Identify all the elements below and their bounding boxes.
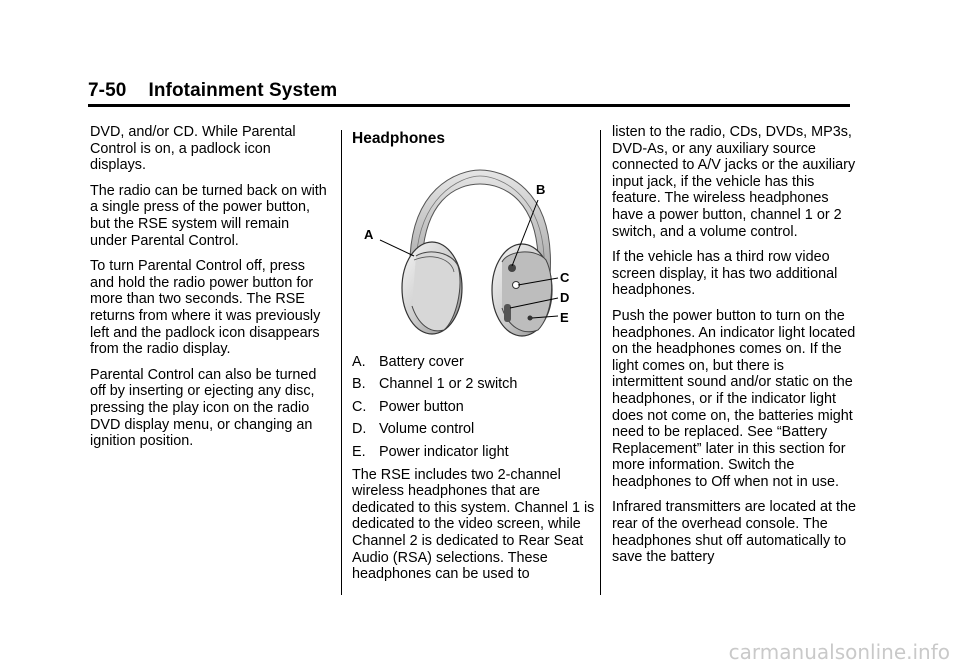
paragraph: DVD, and/or CD. While Parental Control is on, a padlock icon displays. bbox=[90, 124, 296, 174]
section-title: Infotainment System bbox=[148, 80, 338, 101]
column-1 bbox=[90, 124, 328, 459]
paragraph: Push the power button to turn on the headphones. An indicator light located on the headphones comes on. If the light comes on, but there is intermittent sound and/or static on the headphones, or if the indicator light does not come on, the batteries might need to be replaced. See “Battery Replacement” later in this section for more information. Switch the headphones to Off when not in use. bbox=[612, 307, 856, 490]
figure-label-c: C bbox=[560, 269, 570, 285]
paragraph: The radio can be turned back on with a single press of the power button, but the RSE system will remain under Parental Control. bbox=[90, 182, 327, 249]
header-rule bbox=[88, 104, 850, 107]
paragraph: Infrared transmitters are located at the rear of the overhead console. The headphones shut off automatically to save the battery bbox=[612, 499, 856, 566]
header-title bbox=[88, 80, 848, 102]
caption-a: A. Battery cover bbox=[352, 353, 464, 370]
figure-label-a: A bbox=[364, 226, 374, 242]
right-ear-cup bbox=[492, 244, 552, 336]
caption-b: B. Channel 1 or 2 switch bbox=[352, 376, 518, 393]
column-divider bbox=[341, 130, 342, 595]
caption-e: E. Power indicator light bbox=[352, 443, 509, 460]
watermark: carmanualsonline.info bbox=[728, 640, 950, 664]
left-ear-cup bbox=[402, 242, 462, 334]
figure-label-d: D bbox=[560, 289, 570, 305]
column-divider bbox=[600, 130, 601, 595]
column-2 bbox=[352, 124, 598, 592]
figure-label-b: B bbox=[536, 181, 546, 197]
paragraph: The RSE includes two 2-channel wireless headphones that are dedicated to this system. Channel 1 is dedicated to the video screen, while Channel 2 is dedicated to Rear Seat Audio (RSA) selections. These headphones can be used to bbox=[352, 466, 595, 583]
page-number: 7-50 bbox=[88, 80, 127, 101]
paragraph: To turn Parental Control off, press and hold the radio power button for more than two seconds. The RSE returns from where it was previously left and the padlock icon disappears from the radio display. bbox=[90, 258, 321, 358]
headphones-figure bbox=[352, 156, 598, 346]
page-header bbox=[88, 80, 848, 102]
paragraph: Parental Control can also be turned off by inserting or ejecting any disc, pressing the play icon on the radio DVD display menu, or changing an ignition position. bbox=[90, 366, 317, 450]
caption-d: D. Volume control bbox=[352, 421, 475, 438]
caption-c: C. Power button bbox=[352, 398, 464, 415]
paragraph: listen to the radio, CDs, DVDs, MP3s, DVD-As, or any auxiliary source connected to A/V jacks or the auxiliary input jack, if the vehicle has this feature. The wireless headphones have a power button, channel 1 or 2 switch, and a volume control. bbox=[612, 124, 856, 240]
section-heading: Headphones bbox=[352, 130, 446, 147]
figure-label-e: E bbox=[560, 309, 569, 325]
paragraph: If the vehicle has a third row video screen display, it has two additional headphones. bbox=[612, 249, 838, 299]
column-3 bbox=[612, 124, 858, 575]
